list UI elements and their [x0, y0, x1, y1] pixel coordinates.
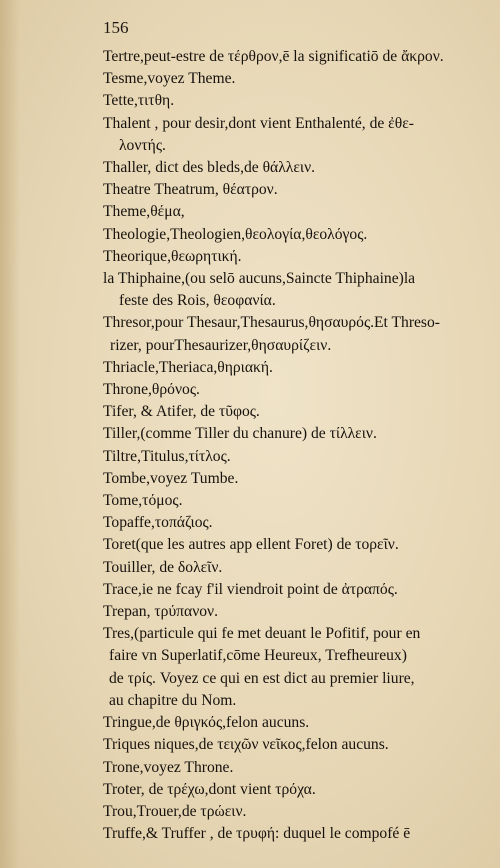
entry-topaffe: Topaffe,τοπάζιος.: [103, 514, 213, 532]
entry-truffe: Truffe,& Truffer , de τρυφή: duquel le compofé ē: [103, 825, 411, 843]
entry-tombe: Tombe,voyez Tumbe.: [103, 469, 239, 487]
entry-trace: Trace,ie ne fcay f'il viendroit point de ἀτραπός.: [103, 580, 398, 598]
entry-thalent-continued: λοντής.: [119, 136, 166, 154]
entry-throne: Throne,θρόνος.: [103, 381, 200, 399]
entry-theorique: Theorique,θεωρητική.: [103, 247, 242, 265]
entry-tringue: Tringue,de θριγκός,felon aucuns.: [103, 714, 310, 732]
entry-trou: Trou,Trouer,de τρώειν.: [103, 802, 247, 820]
entry-tres-continued-1: faire vn Superlatif,cōme Heureux, Trefheureux): [109, 647, 407, 665]
page-number: 156: [103, 18, 129, 37]
entry-triques-niques: Triques niques,de τειχῶν νεῖκος,felon aucuns.: [103, 736, 389, 754]
entry-tifer: Tifer, & Atifer, de τῦφος.: [103, 403, 260, 421]
entry-troter: Troter, de τρέχω,dont vient τρόχα.: [103, 780, 316, 798]
entry-theatre: Theatre Theatrum, θέατρον.: [103, 181, 278, 199]
entry-tette: Tette,τιτθη.: [103, 92, 175, 110]
entry-thiphaine-continued: feste des Rois, θεοφανία.: [119, 292, 276, 310]
entry-trepan: Trepan, τρύπανον.: [103, 603, 219, 621]
entry-thresor-continued: rizer, pourThesaurizer,θησαυρίζειν.: [110, 336, 332, 354]
entry-tiltre: Tiltre,Titulus,τίτλος.: [103, 447, 231, 465]
entry-trone: Trone,voyez Throne.: [103, 758, 234, 776]
page-gutter-shadow: [0, 0, 20, 868]
entry-theme: Theme,θέμα,: [103, 203, 185, 221]
entry-tesme: Tesme,voyez Theme.: [103, 70, 236, 88]
entry-tome: Tome,τόμος.: [103, 492, 183, 510]
entry-theologie: Theologie,Theologien,θεολογία,θεολόγος.: [103, 225, 368, 243]
entry-tertre: Tertre,peut-estre de τέρθρον,ē la significatiō de ἄκρον.: [103, 48, 444, 65]
entry-toret: Toret(que les autres app ellent Foret) de τορεῖν.: [103, 536, 399, 554]
entry-tres: Tres,(particule qui fe met deuant le Pofitif, pour en: [103, 625, 421, 643]
entry-tres-continued-3: au chapitre du Nom.: [109, 691, 237, 709]
entry-thiphaine: la Thiphaine,(ou selō aucuns,Saincte Thiphaine)la: [103, 270, 416, 288]
entry-thaller: Thaller, dict des bleds,de θάλλειν.: [103, 159, 316, 177]
entry-thresor: Thresor,pour Thesaur,Thesaurus,θησαυρός.Et Threso-: [103, 314, 440, 332]
entry-thalent: Thalent , pour desir,dont vient Enthalenté, de ἐθε-: [103, 114, 414, 132]
entry-thriacle: Thriacle,Theriaca,θηριακή.: [103, 358, 273, 376]
entry-tres-continued-2: de τρίς. Voyez ce qui en est dict au premier liure,: [109, 669, 415, 687]
dictionary-entries: [103, 46, 495, 845]
entry-touiller: Touiller, de δολεῖν.: [103, 558, 223, 576]
entry-tiller: Tiller,(comme Tiller du chanure) de τίλλειν.: [103, 425, 377, 443]
